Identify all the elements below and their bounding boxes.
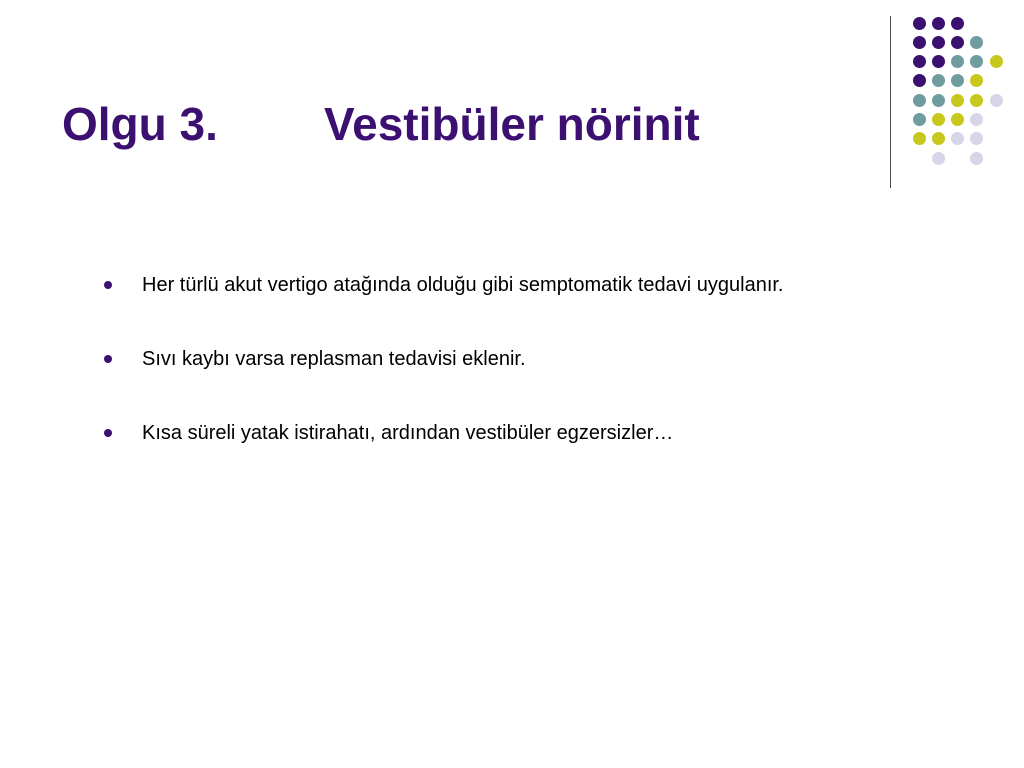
decorative-dot	[932, 152, 945, 165]
decorative-dot	[932, 113, 945, 126]
decorative-dot	[932, 94, 945, 107]
bullet-dot-icon	[104, 355, 112, 363]
decorative-dot	[913, 55, 926, 68]
bullet-text: Kısa süreli yatak istirahatı, ardından vestibüler egzersizler…	[142, 422, 674, 444]
decorative-dot	[932, 36, 945, 49]
decorative-dot	[932, 55, 945, 68]
decorative-dot	[951, 94, 964, 107]
decorative-dot	[970, 132, 983, 145]
bullet-text: Sıvı kaybı varsa replasman tedavisi eklenir.	[142, 348, 526, 370]
decorative-dot	[932, 17, 945, 30]
decorative-dot	[970, 113, 983, 126]
decorative-dot	[932, 132, 945, 145]
bullet-item	[100, 418, 890, 448]
decorative-dot	[913, 113, 926, 126]
title-number: Olgu 3.	[62, 98, 218, 150]
bullet-dot-icon	[104, 429, 112, 437]
bullet-item	[100, 344, 890, 374]
bullet-dot-icon	[104, 281, 112, 289]
title-text: Vestibüler nörinit	[324, 98, 700, 150]
decorative-dot	[970, 94, 983, 107]
decorative-dot	[932, 74, 945, 87]
decorative-dot	[913, 36, 926, 49]
decorative-dot	[951, 17, 964, 30]
decorative-dot	[951, 74, 964, 87]
decorative-dot	[951, 113, 964, 126]
decorative-dot	[951, 55, 964, 68]
decorative-dot	[913, 132, 926, 145]
bullet-item	[100, 270, 890, 300]
decorative-dot	[990, 55, 1003, 68]
header-divider-line	[890, 16, 891, 188]
slide-title	[62, 94, 700, 154]
decorative-dot	[951, 36, 964, 49]
decorative-dot	[913, 74, 926, 87]
decorative-dot	[970, 36, 983, 49]
bullet-list	[100, 270, 890, 448]
decorative-dot	[970, 74, 983, 87]
bullet-text: Her türlü akut vertigo atağında olduğu gibi semptomatik tedavi uygulanır.	[142, 274, 784, 296]
decorative-dot	[970, 152, 983, 165]
decorative-dot	[951, 132, 964, 145]
decorative-dot	[913, 94, 926, 107]
decorative-dot	[970, 55, 983, 68]
decorative-dot	[913, 17, 926, 30]
decorative-dot	[990, 94, 1003, 107]
